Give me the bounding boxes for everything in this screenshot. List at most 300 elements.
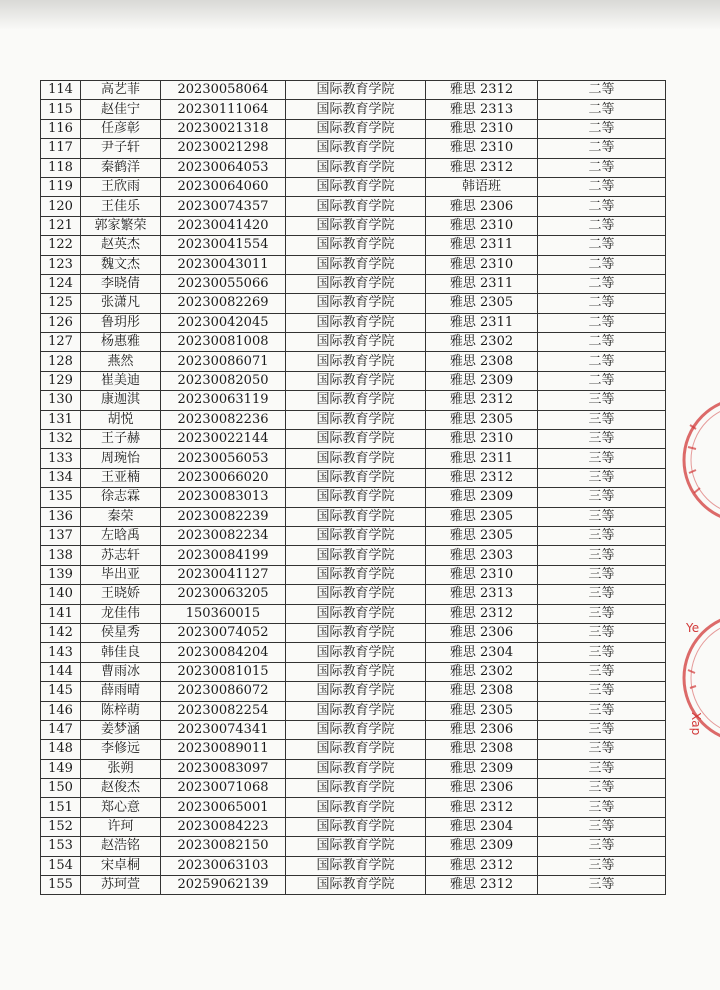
student-id-cell: 20230066020 <box>161 468 286 487</box>
student-id-cell: 20230082254 <box>161 701 286 720</box>
row-number-cell: 145 <box>41 682 81 701</box>
row-number-cell: 137 <box>41 526 81 545</box>
student-name-cell: 崔美迪 <box>81 371 161 390</box>
student-id-cell: 20230041420 <box>161 216 286 235</box>
class-name-cell: 雅思 2311 <box>426 449 538 468</box>
award-level-cell: 三等 <box>538 449 666 468</box>
row-number-cell: 148 <box>41 740 81 759</box>
student-id-cell: 20230063205 <box>161 585 286 604</box>
student-id-cell: 20230058064 <box>161 81 286 100</box>
row-number-cell: 138 <box>41 546 81 565</box>
row-number-cell: 133 <box>41 449 81 468</box>
award-level-cell: 三等 <box>538 507 666 526</box>
class-name-cell: 雅思 2308 <box>426 682 538 701</box>
student-id-cell: 20230041127 <box>161 565 286 584</box>
row-number-cell: 116 <box>41 119 81 138</box>
student-id-cell: 20230063103 <box>161 856 286 875</box>
class-name-cell: 雅思 2303 <box>426 546 538 565</box>
college-name-cell: 国际教育学院 <box>286 759 426 778</box>
red-seal-fragment-lower <box>676 600 720 750</box>
row-number-cell: 125 <box>41 294 81 313</box>
college-name-cell: 国际教育学院 <box>286 856 426 875</box>
row-number-cell: 114 <box>41 81 81 100</box>
table-row <box>41 274 666 293</box>
student-name-cell: 秦鹤洋 <box>81 158 161 177</box>
student-name-cell: 魏文杰 <box>81 255 161 274</box>
student-name-cell: 姜梦涵 <box>81 720 161 739</box>
student-id-cell: 20230022144 <box>161 430 286 449</box>
student-name-cell: 康迦淇 <box>81 391 161 410</box>
class-name-cell: 雅思 2305 <box>426 410 538 429</box>
student-name-cell: 李修远 <box>81 740 161 759</box>
class-name-cell: 雅思 2313 <box>426 100 538 119</box>
class-name-cell: 雅思 2311 <box>426 236 538 255</box>
class-name-cell: 雅思 2306 <box>426 623 538 642</box>
college-name-cell: 国际教育学院 <box>286 177 426 196</box>
student-name-cell: 赵俊杰 <box>81 779 161 798</box>
class-name-cell: 雅思 2310 <box>426 565 538 584</box>
award-level-cell: 三等 <box>538 565 666 584</box>
table-row <box>41 119 666 138</box>
award-level-cell: 二等 <box>538 216 666 235</box>
row-number-cell: 154 <box>41 856 81 875</box>
table-row <box>41 876 666 895</box>
row-number-cell: 146 <box>41 701 81 720</box>
table-row <box>41 449 666 468</box>
table-row <box>41 604 666 623</box>
award-level-cell: 二等 <box>538 197 666 216</box>
college-name-cell: 国际教育学院 <box>286 565 426 584</box>
student-id-cell: 20230084223 <box>161 817 286 836</box>
class-name-cell: 雅思 2313 <box>426 585 538 604</box>
college-name-cell: 国际教育学院 <box>286 526 426 545</box>
class-name-cell: 雅思 2306 <box>426 779 538 798</box>
student-id-cell: 20230084199 <box>161 546 286 565</box>
row-number-cell: 149 <box>41 759 81 778</box>
table-row <box>41 488 666 507</box>
award-level-cell: 三等 <box>538 662 666 681</box>
student-name-cell: 胡悦 <box>81 410 161 429</box>
class-name-cell: 雅思 2305 <box>426 526 538 545</box>
table-row <box>41 158 666 177</box>
student-id-cell: 20230071068 <box>161 779 286 798</box>
class-name-cell: 雅思 2308 <box>426 740 538 759</box>
table-row <box>41 701 666 720</box>
table-row <box>41 177 666 196</box>
table-row <box>41 236 666 255</box>
table-row <box>41 468 666 487</box>
row-number-cell: 144 <box>41 662 81 681</box>
table-row <box>41 662 666 681</box>
row-number-cell: 124 <box>41 274 81 293</box>
table-row <box>41 837 666 856</box>
class-name-cell: 雅思 2312 <box>426 468 538 487</box>
class-name-cell: 雅思 2312 <box>426 604 538 623</box>
row-number-cell: 127 <box>41 333 81 352</box>
class-name-cell: 雅思 2309 <box>426 371 538 390</box>
table-row <box>41 643 666 662</box>
student-id-cell: 20230064053 <box>161 158 286 177</box>
student-name-cell: 任彦彰 <box>81 119 161 138</box>
college-name-cell: 国际教育学院 <box>286 139 426 158</box>
table-row <box>41 294 666 313</box>
student-id-cell: 20230089011 <box>161 740 286 759</box>
class-name-cell: 雅思 2310 <box>426 119 538 138</box>
student-name-cell: 尹子轩 <box>81 139 161 158</box>
student-name-cell: 高艺菲 <box>81 81 161 100</box>
table-row <box>41 565 666 584</box>
row-number-cell: 129 <box>41 371 81 390</box>
student-name-cell: 秦荣 <box>81 507 161 526</box>
award-level-cell: 二等 <box>538 119 666 138</box>
row-number-cell: 147 <box>41 720 81 739</box>
student-name-cell: 毕出亚 <box>81 565 161 584</box>
college-name-cell: 国际教育学院 <box>286 352 426 371</box>
student-id-cell: 20259062139 <box>161 876 286 895</box>
student-id-cell: 20230082150 <box>161 837 286 856</box>
award-level-cell: 三等 <box>538 585 666 604</box>
college-name-cell: 国际教育学院 <box>286 391 426 410</box>
table-row <box>41 139 666 158</box>
row-number-cell: 118 <box>41 158 81 177</box>
award-level-cell: 三等 <box>538 391 666 410</box>
student-id-cell: 20230074341 <box>161 720 286 739</box>
row-number-cell: 139 <box>41 565 81 584</box>
student-id-cell: 150360015 <box>161 604 286 623</box>
college-name-cell: 国际教育学院 <box>286 682 426 701</box>
student-name-cell: 韩佳良 <box>81 643 161 662</box>
table-row <box>41 720 666 739</box>
class-name-cell: 雅思 2302 <box>426 662 538 681</box>
row-number-cell: 155 <box>41 876 81 895</box>
student-name-cell: 宋卓桐 <box>81 856 161 875</box>
row-number-cell: 135 <box>41 488 81 507</box>
row-number-cell: 115 <box>41 100 81 119</box>
seal-lettering-upper: Ye <box>686 621 700 635</box>
row-number-cell: 141 <box>41 604 81 623</box>
table-row <box>41 740 666 759</box>
class-name-cell: 雅思 2309 <box>426 837 538 856</box>
table-row <box>41 682 666 701</box>
award-level-cell: 三等 <box>538 604 666 623</box>
roster-body <box>41 81 666 895</box>
student-name-cell: 张朔 <box>81 759 161 778</box>
table-row <box>41 817 666 836</box>
student-id-cell: 20230043011 <box>161 255 286 274</box>
college-name-cell: 国际教育学院 <box>286 216 426 235</box>
student-id-cell: 20230065001 <box>161 798 286 817</box>
college-name-cell: 国际教育学院 <box>286 585 426 604</box>
college-name-cell: 国际教育学院 <box>286 798 426 817</box>
student-name-cell: 郭家繁荣 <box>81 216 161 235</box>
row-number-cell: 130 <box>41 391 81 410</box>
award-level-cell: 三等 <box>538 468 666 487</box>
college-name-cell: 国际教育学院 <box>286 546 426 565</box>
award-level-cell: 三等 <box>538 488 666 507</box>
table-row <box>41 507 666 526</box>
table-row <box>41 313 666 332</box>
college-name-cell: 国际教育学院 <box>286 643 426 662</box>
student-name-cell: 苏珂萱 <box>81 876 161 895</box>
row-number-cell: 142 <box>41 623 81 642</box>
award-level-cell: 二等 <box>538 177 666 196</box>
student-id-cell: 20230083013 <box>161 488 286 507</box>
award-level-cell: 三等 <box>538 740 666 759</box>
college-name-cell: 国际教育学院 <box>286 817 426 836</box>
row-number-cell: 120 <box>41 197 81 216</box>
student-id-cell: 20230083097 <box>161 759 286 778</box>
row-number-cell: 126 <box>41 313 81 332</box>
class-name-cell: 雅思 2312 <box>426 81 538 100</box>
college-name-cell: 国际教育学院 <box>286 623 426 642</box>
award-level-cell: 二等 <box>538 352 666 371</box>
table-row <box>41 391 666 410</box>
row-number-cell: 152 <box>41 817 81 836</box>
college-name-cell: 国际教育学院 <box>286 236 426 255</box>
award-roster-table <box>40 80 666 895</box>
student-name-cell: 左晗禹 <box>81 526 161 545</box>
student-id-cell: 20230082236 <box>161 410 286 429</box>
student-id-cell: 20230056053 <box>161 449 286 468</box>
college-name-cell: 国际教育学院 <box>286 255 426 274</box>
row-number-cell: 128 <box>41 352 81 371</box>
table-row <box>41 100 666 119</box>
award-level-cell: 三等 <box>538 798 666 817</box>
award-level-cell: 三等 <box>538 876 666 895</box>
award-level-cell: 二等 <box>538 255 666 274</box>
college-name-cell: 国际教育学院 <box>286 371 426 390</box>
student-id-cell: 20230074357 <box>161 197 286 216</box>
table-row <box>41 352 666 371</box>
student-name-cell: 苏志轩 <box>81 546 161 565</box>
award-level-cell: 三等 <box>538 779 666 798</box>
table-row <box>41 333 666 352</box>
college-name-cell: 国际教育学院 <box>286 604 426 623</box>
award-level-cell: 三等 <box>538 759 666 778</box>
seal-lettering-lower: Xap <box>689 712 703 736</box>
student-name-cell: 许珂 <box>81 817 161 836</box>
scan-edge-shadow <box>0 0 720 30</box>
student-id-cell: 20230081015 <box>161 662 286 681</box>
class-name-cell: 雅思 2312 <box>426 798 538 817</box>
student-name-cell: 龙佳伟 <box>81 604 161 623</box>
student-id-cell: 20230063119 <box>161 391 286 410</box>
college-name-cell: 国际教育学院 <box>286 740 426 759</box>
college-name-cell: 国际教育学院 <box>286 100 426 119</box>
class-name-cell: 雅思 2310 <box>426 139 538 158</box>
student-name-cell: 赵佳宁 <box>81 100 161 119</box>
class-name-cell: 雅思 2311 <box>426 274 538 293</box>
table-row <box>41 255 666 274</box>
student-name-cell: 王晓娇 <box>81 585 161 604</box>
row-number-cell: 150 <box>41 779 81 798</box>
college-name-cell: 国际教育学院 <box>286 488 426 507</box>
college-name-cell: 国际教育学院 <box>286 720 426 739</box>
student-name-cell: 鲁玥彤 <box>81 313 161 332</box>
award-level-cell: 三等 <box>538 410 666 429</box>
award-level-cell: 二等 <box>538 294 666 313</box>
college-name-cell: 国际教育学院 <box>286 837 426 856</box>
class-name-cell: 雅思 2302 <box>426 333 538 352</box>
award-level-cell: 二等 <box>538 158 666 177</box>
student-id-cell: 20230021318 <box>161 119 286 138</box>
table-row <box>41 546 666 565</box>
student-id-cell: 20230082239 <box>161 507 286 526</box>
college-name-cell: 国际教育学院 <box>286 876 426 895</box>
table-row <box>41 371 666 390</box>
student-name-cell: 赵英杰 <box>81 236 161 255</box>
row-number-cell: 119 <box>41 177 81 196</box>
college-name-cell: 国际教育学院 <box>286 662 426 681</box>
class-name-cell: 雅思 2305 <box>426 701 538 720</box>
college-name-cell: 国际教育学院 <box>286 701 426 720</box>
table-row <box>41 430 666 449</box>
award-level-cell: 三等 <box>538 430 666 449</box>
student-name-cell: 周琬怡 <box>81 449 161 468</box>
table-row <box>41 779 666 798</box>
award-level-cell: 二等 <box>538 139 666 158</box>
award-level-cell: 三等 <box>538 856 666 875</box>
table-row <box>41 623 666 642</box>
student-name-cell: 王佳乐 <box>81 197 161 216</box>
class-name-cell: 雅思 2312 <box>426 856 538 875</box>
award-level-cell: 三等 <box>538 817 666 836</box>
award-level-cell: 三等 <box>538 720 666 739</box>
student-name-cell: 赵浩铭 <box>81 837 161 856</box>
class-name-cell: 雅思 2309 <box>426 759 538 778</box>
class-name-cell: 雅思 2305 <box>426 507 538 526</box>
class-name-cell: 雅思 2308 <box>426 352 538 371</box>
student-name-cell: 陈梓萌 <box>81 701 161 720</box>
award-level-cell: 三等 <box>538 546 666 565</box>
table-row <box>41 856 666 875</box>
table-row <box>41 526 666 545</box>
student-name-cell: 李晓倩 <box>81 274 161 293</box>
college-name-cell: 国际教育学院 <box>286 507 426 526</box>
student-id-cell: 20230042045 <box>161 313 286 332</box>
student-id-cell: 20230041554 <box>161 236 286 255</box>
award-level-cell: 三等 <box>538 623 666 642</box>
class-name-cell: 雅思 2306 <box>426 197 538 216</box>
student-id-cell: 20230082269 <box>161 294 286 313</box>
student-name-cell: 薛雨晴 <box>81 682 161 701</box>
student-id-cell: 20230074052 <box>161 623 286 642</box>
student-name-cell: 侯星秀 <box>81 623 161 642</box>
college-name-cell: 国际教育学院 <box>286 274 426 293</box>
student-id-cell: 20230111064 <box>161 100 286 119</box>
award-level-cell: 二等 <box>538 274 666 293</box>
row-number-cell: 123 <box>41 255 81 274</box>
student-id-cell: 20230086071 <box>161 352 286 371</box>
college-name-cell: 国际教育学院 <box>286 333 426 352</box>
row-number-cell: 117 <box>41 139 81 158</box>
row-number-cell: 131 <box>41 410 81 429</box>
class-name-cell: 雅思 2304 <box>426 817 538 836</box>
row-number-cell: 151 <box>41 798 81 817</box>
table-row <box>41 759 666 778</box>
class-name-cell: 雅思 2304 <box>426 643 538 662</box>
award-level-cell: 三等 <box>538 682 666 701</box>
table-row <box>41 585 666 604</box>
class-name-cell: 雅思 2312 <box>426 391 538 410</box>
class-name-cell: 雅思 2310 <box>426 255 538 274</box>
student-id-cell: 20230082234 <box>161 526 286 545</box>
award-level-cell: 二等 <box>538 236 666 255</box>
student-name-cell: 王亚楠 <box>81 468 161 487</box>
student-id-cell: 20230055066 <box>161 274 286 293</box>
student-id-cell: 20230064060 <box>161 177 286 196</box>
student-name-cell: 张潇凡 <box>81 294 161 313</box>
row-number-cell: 122 <box>41 236 81 255</box>
class-name-cell: 雅思 2311 <box>426 313 538 332</box>
award-level-cell: 二等 <box>538 81 666 100</box>
college-name-cell: 国际教育学院 <box>286 430 426 449</box>
row-number-cell: 136 <box>41 507 81 526</box>
award-level-cell: 二等 <box>538 333 666 352</box>
table-row <box>41 216 666 235</box>
college-name-cell: 国际教育学院 <box>286 410 426 429</box>
student-name-cell: 曹雨冰 <box>81 662 161 681</box>
student-name-cell: 徐志霖 <box>81 488 161 507</box>
college-name-cell: 国际教育学院 <box>286 197 426 216</box>
table-row <box>41 81 666 100</box>
student-name-cell: 杨惠雅 <box>81 333 161 352</box>
award-level-cell: 三等 <box>538 643 666 662</box>
student-name-cell: 燕然 <box>81 352 161 371</box>
student-id-cell: 20230021298 <box>161 139 286 158</box>
class-name-cell: 雅思 2309 <box>426 488 538 507</box>
student-id-cell: 20230082050 <box>161 371 286 390</box>
student-id-cell: 20230081008 <box>161 333 286 352</box>
college-name-cell: 国际教育学院 <box>286 81 426 100</box>
student-id-cell: 20230086072 <box>161 682 286 701</box>
class-name-cell: 雅思 2310 <box>426 430 538 449</box>
award-level-cell: 二等 <box>538 100 666 119</box>
row-number-cell: 153 <box>41 837 81 856</box>
student-name-cell: 王子赫 <box>81 430 161 449</box>
student-id-cell: 20230084204 <box>161 643 286 662</box>
class-name-cell: 雅思 2306 <box>426 720 538 739</box>
award-level-cell: 二等 <box>538 371 666 390</box>
row-number-cell: 132 <box>41 430 81 449</box>
class-name-cell: 韩语班 <box>426 177 538 196</box>
student-name-cell: 郑心意 <box>81 798 161 817</box>
class-name-cell: 雅思 2310 <box>426 216 538 235</box>
student-name-cell: 王欣雨 <box>81 177 161 196</box>
award-level-cell: 三等 <box>538 526 666 545</box>
row-number-cell: 134 <box>41 468 81 487</box>
college-name-cell: 国际教育学院 <box>286 158 426 177</box>
class-name-cell: 雅思 2312 <box>426 158 538 177</box>
row-number-cell: 143 <box>41 643 81 662</box>
table-row <box>41 798 666 817</box>
class-name-cell: 雅思 2305 <box>426 294 538 313</box>
table-row <box>41 410 666 429</box>
red-seal-fragment-upper <box>676 385 720 535</box>
row-number-cell: 140 <box>41 585 81 604</box>
award-level-cell: 三等 <box>538 701 666 720</box>
college-name-cell: 国际教育学院 <box>286 294 426 313</box>
college-name-cell: 国际教育学院 <box>286 119 426 138</box>
college-name-cell: 国际教育学院 <box>286 468 426 487</box>
college-name-cell: 国际教育学院 <box>286 449 426 468</box>
college-name-cell: 国际教育学院 <box>286 313 426 332</box>
row-number-cell: 121 <box>41 216 81 235</box>
college-name-cell: 国际教育学院 <box>286 779 426 798</box>
award-level-cell: 三等 <box>538 837 666 856</box>
table-row <box>41 197 666 216</box>
class-name-cell: 雅思 2312 <box>426 876 538 895</box>
